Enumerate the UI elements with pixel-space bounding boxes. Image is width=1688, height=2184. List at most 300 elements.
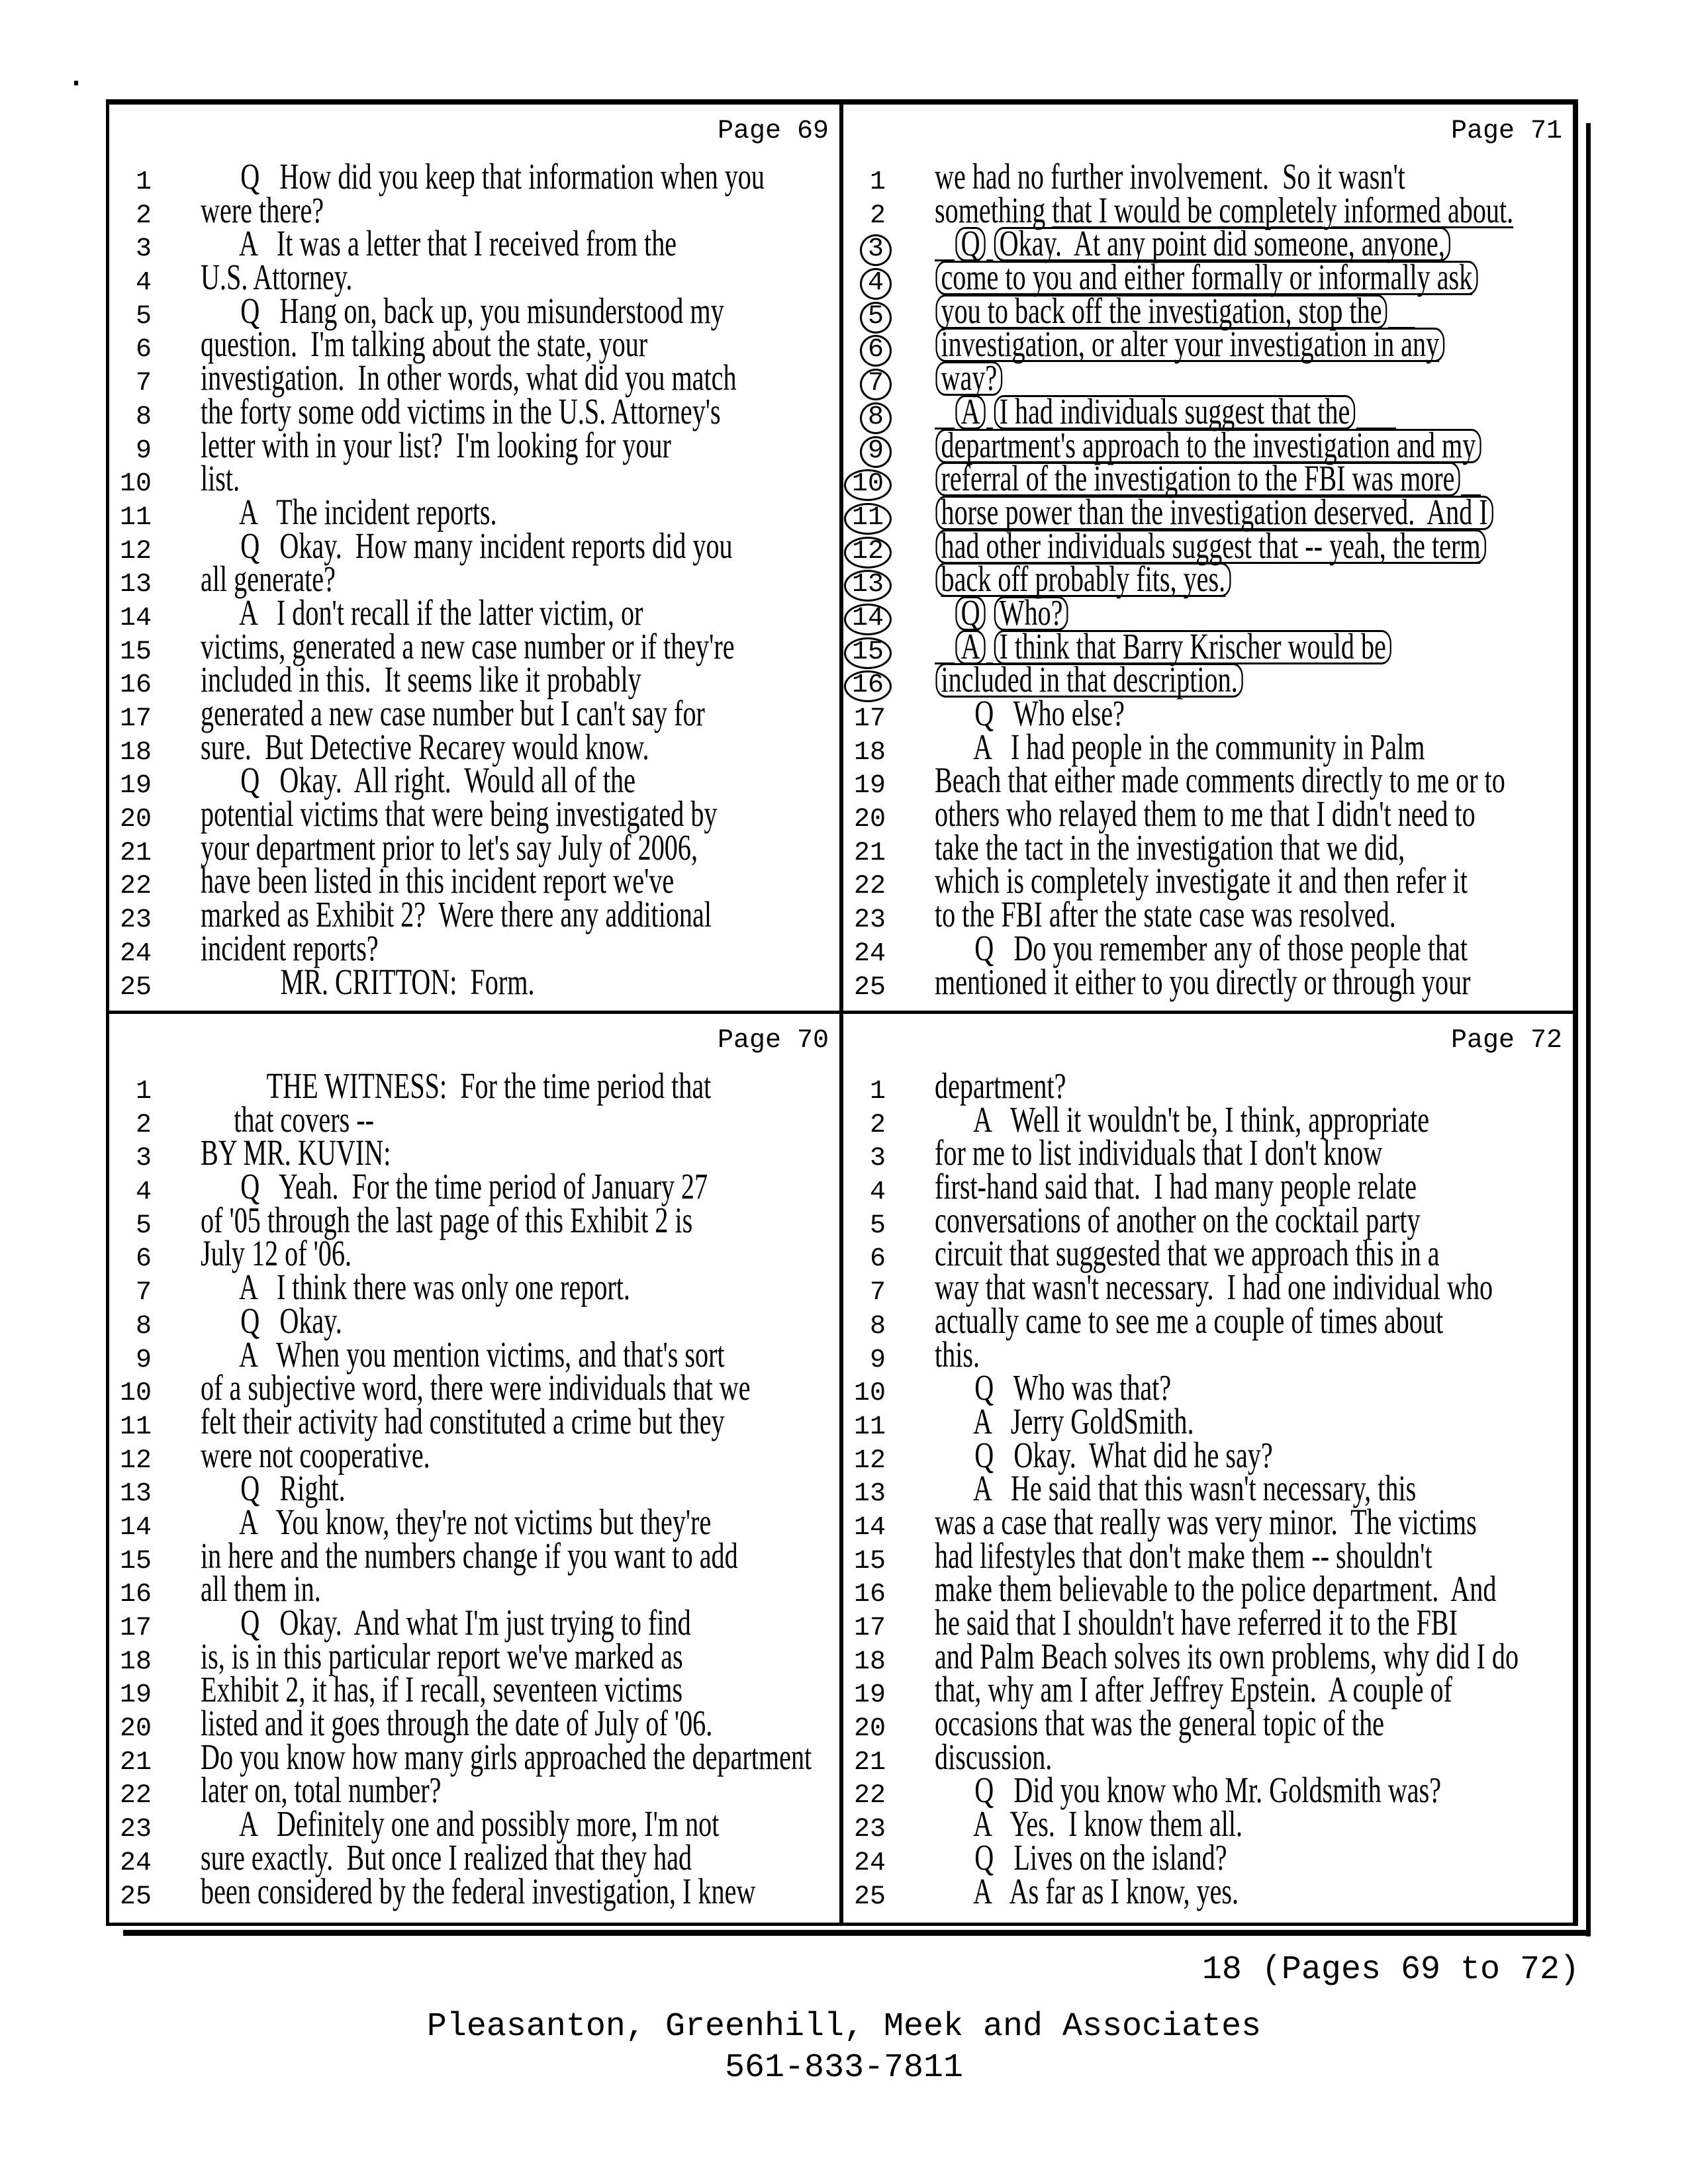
- line-number: [843, 1377, 886, 1411]
- line-text: of a subjective word, there were individuals that we: [201, 1367, 751, 1408]
- line-number-text: 8: [135, 1311, 152, 1342]
- line-number-text: 18: [119, 1647, 152, 1677]
- transcript-page-71: [843, 105, 1573, 1011]
- line-number-text: 3: [869, 1144, 886, 1174]
- line-number-text: 9: [135, 435, 152, 466]
- line-text: investig: [941, 324, 1025, 365]
- transcript-line: [843, 1703, 1573, 1745]
- line-number: [843, 570, 886, 602]
- transcript-frame: [106, 99, 1578, 1926]
- line-number: [109, 1142, 152, 1176]
- line-content: [201, 1870, 756, 1911]
- line-number: [109, 1847, 152, 1881]
- transcript-line: [109, 1132, 839, 1174]
- line-text: in here and the numbers change if you want to add: [201, 1535, 738, 1576]
- line-content: [935, 1300, 1444, 1341]
- line-number: [843, 302, 886, 334]
- line-content: [935, 1099, 1430, 1140]
- line-number-text: 8: [135, 402, 152, 432]
- line-text: way?: [941, 357, 998, 398]
- transcript-line: [109, 390, 839, 432]
- line-number: [109, 938, 152, 972]
- line-text: investigation. In other words, what did you match: [201, 357, 737, 398]
- transcript-line: [109, 1703, 839, 1745]
- line-number-text: 19: [119, 771, 152, 801]
- line-text: had other individuals suggest: [941, 525, 1258, 566]
- line-content: [201, 1132, 391, 1173]
- circled-line-number: 4: [860, 268, 892, 300]
- line-content: [201, 1199, 693, 1240]
- transcript-line: [843, 1233, 1573, 1275]
- line-content: [201, 1602, 691, 1643]
- transcript-line: [843, 894, 1573, 936]
- transcript-line: [109, 559, 839, 600]
- transcript-line: [843, 1066, 1573, 1107]
- line-number: [843, 1075, 886, 1109]
- line-number: [843, 604, 886, 635]
- line-number-text: 18: [119, 737, 152, 768]
- line-number: [109, 200, 152, 234]
- line-text: question. I'm talking about the state, your: [201, 324, 648, 365]
- line-number-text: 2: [135, 1110, 152, 1140]
- line-text: have been listed in this incident report we've: [201, 860, 675, 901]
- transcript-line: [109, 1400, 839, 1442]
- line-number: [843, 369, 886, 400]
- transcript-line: [843, 1199, 1573, 1241]
- line-content: [935, 1132, 1383, 1173]
- transcript-line: [109, 1669, 839, 1711]
- line-number: [109, 770, 152, 803]
- line-number: [843, 972, 886, 1005]
- line-number: [109, 1780, 152, 1813]
- line-text: was a case that really was very minor. The victims: [935, 1501, 1477, 1542]
- line-number-text: 5: [869, 1210, 886, 1241]
- line-number: [843, 234, 886, 266]
- line-number: [843, 1813, 886, 1847]
- line-number: [843, 1176, 886, 1210]
- line-number-text: 24: [853, 938, 886, 969]
- circled-line-number: 8: [860, 402, 892, 434]
- line-text: THE WITNESS: For the time period that: [201, 1066, 712, 1106]
- line-number-text: 22: [119, 872, 152, 902]
- line-text: generated a new case number but I can't say for: [201, 693, 705, 733]
- line-content: [935, 860, 1468, 901]
- line-number: [109, 1747, 152, 1780]
- line-number-text: 4: [135, 1177, 152, 1208]
- transcript-line: [109, 357, 839, 399]
- transcript-line: [843, 1367, 1573, 1409]
- transcript-line: [843, 1770, 1573, 1811]
- line-content: [201, 290, 724, 331]
- annotation-box: [935, 324, 1444, 365]
- line-text: we had no further involvement. So it wasn't: [935, 156, 1405, 197]
- line-number: [109, 1445, 152, 1479]
- line-content: [935, 827, 1405, 868]
- line-number-text: 7: [135, 1278, 152, 1308]
- line-number: [109, 870, 152, 904]
- line-number-text: 9: [869, 1345, 886, 1375]
- transcript-line: [843, 424, 1573, 466]
- line-content: [201, 1837, 692, 1878]
- transcript-line: [843, 357, 1573, 399]
- transcript-line: [109, 961, 839, 1003]
- line-text: A: [961, 390, 980, 432]
- line-number: [843, 469, 886, 501]
- circled-line-number: 12: [844, 537, 892, 569]
- transcript-line: [109, 1199, 839, 1241]
- line-number-text: 2: [869, 201, 886, 231]
- line-text: come to you and either formally or inform: [941, 257, 1391, 298]
- transcript-line: [843, 794, 1573, 835]
- line-text: your department prior to let's say July of 2006,: [201, 827, 698, 868]
- circled-line-number: 7: [860, 369, 892, 400]
- line-content: [935, 927, 1468, 968]
- transcript-line: [843, 189, 1573, 231]
- line-text: victims, generated a new case number or if they're: [201, 625, 735, 666]
- line-number: [109, 602, 152, 636]
- line-number-text: 20: [853, 805, 886, 835]
- line-number-text: 6: [135, 1244, 152, 1275]
- line-number-text: 6: [869, 1244, 886, 1275]
- line-content: [201, 625, 735, 666]
- line-number-text: 16: [119, 1580, 152, 1610]
- line-number: [109, 569, 152, 602]
- transcript-line: [109, 1066, 839, 1107]
- line-text: were not cooperative.: [201, 1434, 430, 1475]
- line-content: [935, 156, 1405, 197]
- line-number: [109, 1075, 152, 1109]
- line-content: [201, 760, 635, 801]
- transcript-line: [109, 894, 839, 936]
- line-number: [109, 300, 152, 334]
- line-content: [201, 1736, 812, 1777]
- transcript-line: [843, 693, 1573, 734]
- line-number-text: 25: [119, 1882, 152, 1912]
- line-number: [109, 502, 152, 535]
- line-content: [935, 1233, 1440, 1274]
- line-number-text: 6: [135, 335, 152, 365]
- transcript-line: [109, 827, 839, 868]
- transcript-page-70: [109, 1014, 839, 1923]
- line-content: [201, 189, 324, 230]
- line-text: Q Right.: [201, 1468, 346, 1509]
- transcript-line: [109, 1367, 839, 1409]
- line-number-text: 10: [119, 469, 152, 500]
- line-text: all them in.: [201, 1569, 321, 1610]
- line-text: conversations of another on the cocktail party: [935, 1199, 1421, 1240]
- line-number-text: 22: [853, 872, 886, 902]
- line-content: [201, 827, 698, 868]
- line-number-text: 12: [119, 1445, 152, 1476]
- line-content: [201, 458, 240, 499]
- line-number-text: 13: [853, 1479, 886, 1510]
- line-number: [843, 1310, 886, 1344]
- line-content: [935, 1066, 1066, 1106]
- line-text: U.S. Attorney.: [201, 257, 353, 298]
- line-text: A Definitely one and possibly more, I'm not: [201, 1803, 720, 1844]
- line-number-text: 11: [119, 1412, 152, 1442]
- transcript-line: [109, 794, 839, 835]
- line-content: [201, 1803, 720, 1844]
- line-text: first-hand said that. I had many people relate: [935, 1166, 1417, 1207]
- line-number: [843, 1881, 886, 1915]
- line-number-text: 24: [119, 1848, 152, 1878]
- line-number-text: 17: [853, 704, 886, 734]
- line-number-text: 17: [853, 1614, 886, 1643]
- line-number-text: 25: [853, 1882, 886, 1912]
- transcript-line: [109, 424, 839, 466]
- line-content: [201, 927, 379, 968]
- line-content: [201, 693, 705, 733]
- line-content: [201, 1166, 708, 1207]
- line-content: [201, 726, 649, 767]
- transcript-line: [843, 592, 1573, 633]
- line-number: [109, 233, 152, 267]
- line-text: A He said that this wasn't necessary, this: [935, 1468, 1417, 1509]
- line-number-text: 21: [853, 838, 886, 868]
- footer-phone-number: 561-833-7811: [724, 2049, 964, 2087]
- transcript-lines: [109, 1066, 839, 1912]
- line-text: A The incident reports.: [201, 491, 497, 532]
- line-number-text: 23: [119, 1815, 152, 1845]
- line-number-text: 24: [119, 938, 152, 969]
- line-number: [843, 503, 886, 535]
- line-text: letter with in your list? I'm looking for your: [201, 424, 671, 465]
- line-content: [935, 1602, 1458, 1643]
- line-number-text: 13: [119, 570, 152, 600]
- line-number-text: 1: [869, 1077, 886, 1107]
- transcript-line: [109, 760, 839, 801]
- transcript-line: [843, 860, 1573, 902]
- line-text: BY MR. KUVIN:: [201, 1132, 391, 1173]
- line-content: [935, 1166, 1417, 1207]
- line-number-text: 14: [119, 1512, 152, 1543]
- transcript-line: [109, 223, 839, 265]
- line-text: Who?: [999, 592, 1063, 633]
- transcript-line: [109, 1770, 839, 1811]
- line-text: July 12 of '06.: [201, 1233, 352, 1274]
- transcript-line: [843, 458, 1573, 500]
- line-number: [109, 904, 152, 938]
- line-number: [843, 870, 886, 904]
- line-number-text: 7: [869, 1278, 886, 1308]
- transcript-line: [843, 1569, 1573, 1610]
- line-text: of '05 through the last page of this Exhibit 2 is: [201, 1199, 693, 1240]
- transcript-line: [843, 1132, 1573, 1174]
- transcript-line: [109, 1803, 839, 1845]
- line-content: [935, 726, 1425, 767]
- line-text: department?: [935, 1066, 1066, 1106]
- transcript-line: [109, 257, 839, 298]
- line-number-text: 21: [119, 1747, 152, 1778]
- line-number-text: 22: [119, 1781, 152, 1811]
- line-number: [109, 1210, 152, 1244]
- line-content: [201, 1300, 342, 1341]
- line-content: [201, 1635, 683, 1676]
- transcript-line: [843, 390, 1573, 432]
- line-content: [935, 1267, 1493, 1308]
- line-number-text: 2: [869, 1110, 886, 1140]
- line-content: [935, 1334, 980, 1375]
- footer-court-reporter-firm: Pleasanton, Greenhill, Meek and Associates: [426, 2008, 1262, 2046]
- transcript-line: [843, 1669, 1573, 1711]
- transcript-line: [109, 1166, 839, 1208]
- line-number-text: 2: [135, 201, 152, 231]
- line-text: horse power than the investigation deserved. And I: [941, 491, 1488, 532]
- line-number: [109, 636, 152, 670]
- line-number-text: 1: [869, 167, 886, 197]
- line-number: [109, 267, 152, 300]
- line-number: [109, 166, 152, 200]
- line-content: [935, 1400, 1194, 1441]
- line-text: Q: [961, 592, 980, 633]
- line-number-text: 10: [853, 1379, 886, 1409]
- line-number-text: 16: [853, 1580, 886, 1610]
- line-number-text: 3: [135, 234, 152, 265]
- line-number-text: 12: [853, 1445, 886, 1476]
- line-number: [843, 670, 886, 702]
- line-number: [843, 1545, 886, 1579]
- line-number-text: 5: [135, 301, 152, 332]
- line-number: [109, 1277, 152, 1310]
- transcript-line: [109, 1535, 839, 1576]
- line-content: [201, 1233, 352, 1274]
- line-number-text: 18: [853, 737, 886, 768]
- transcript-line: [109, 625, 839, 667]
- line-number: [109, 1881, 152, 1915]
- line-text: referral of the investigation to the FBI was more: [941, 458, 1455, 499]
- line-content: [201, 1334, 725, 1375]
- line-content: [935, 1870, 1239, 1911]
- line-content: [201, 1669, 683, 1710]
- transcript-line: [109, 1233, 839, 1275]
- line-number: [843, 1411, 886, 1445]
- line-number-text: 25: [119, 972, 152, 1003]
- line-text: probably: [1028, 559, 1137, 600]
- line-number: [109, 1176, 152, 1210]
- line-text: [1177, 559, 1184, 599]
- line-number: [109, 1679, 152, 1713]
- transcript-line: [843, 760, 1573, 801]
- line-text: were there?: [201, 189, 324, 230]
- line-number: [109, 1478, 152, 1512]
- line-number-text: 22: [853, 1781, 886, 1811]
- line-number-text: 4: [869, 1177, 886, 1208]
- line-content: [935, 760, 1505, 801]
- line-number: [843, 938, 886, 972]
- underlined-text: that I would be completely informed about.: [1052, 189, 1514, 230]
- line-text: for me to list individuals that I don't know: [935, 1132, 1383, 1173]
- page-header: Page 71: [1450, 116, 1562, 146]
- frame-shadow-right: [1586, 123, 1591, 1936]
- line-content: [201, 1066, 712, 1106]
- line-content: [935, 1803, 1243, 1844]
- line-text: to the FBI after the state case was resolved.: [935, 894, 1396, 935]
- line-number: [843, 537, 886, 569]
- line-text: circuit that suggested that we approach this in a: [935, 1233, 1440, 1274]
- line-content: [201, 794, 718, 835]
- line-number: [843, 770, 886, 803]
- line-text: felt their activity had constituted a crime but they: [201, 1400, 725, 1441]
- line-number-text: 24: [853, 1848, 886, 1878]
- transcript-line: [109, 156, 839, 197]
- line-content: [935, 1770, 1442, 1811]
- line-number: [109, 435, 152, 469]
- transcript-line: [843, 961, 1573, 1003]
- line-text: Q Okay. All right. Would all of the: [201, 760, 635, 801]
- line-number: [843, 637, 886, 669]
- line-number-text: 19: [853, 771, 886, 801]
- line-number: [109, 837, 152, 871]
- transcript-lines: [843, 156, 1573, 1003]
- transcript-line: [843, 1870, 1573, 1912]
- line-text: A You know, they're not victims but they're: [201, 1501, 712, 1542]
- line-number: [109, 1646, 152, 1680]
- line-number: [843, 1344, 886, 1378]
- line-number-text: 15: [853, 1546, 886, 1576]
- transcript-line: [109, 189, 839, 231]
- line-number-text: 17: [119, 704, 152, 734]
- line-content: [935, 1468, 1417, 1509]
- line-text: Q: [961, 223, 980, 264]
- line-content: [935, 1535, 1432, 1576]
- line-text: Q Yeah. For the time period of January 27: [201, 1166, 708, 1207]
- line-content: [201, 223, 677, 264]
- line-number: [109, 737, 152, 770]
- line-text: something: [935, 189, 1053, 230]
- line-number-text: 23: [853, 1815, 886, 1845]
- line-content: [935, 794, 1476, 835]
- transcript-line: [843, 491, 1573, 533]
- transcript-line: [843, 726, 1573, 768]
- transcript-line: [109, 1334, 839, 1375]
- line-number: [843, 1109, 886, 1143]
- line-number-text: 14: [119, 603, 152, 633]
- scan-artifact-dot: [74, 81, 78, 85]
- line-text: later on, total number?: [201, 1770, 442, 1811]
- line-number: [109, 1411, 152, 1445]
- line-text: A Jerry GoldSmith.: [935, 1400, 1194, 1441]
- footer-page-range: 18 (Pages 69 to 72): [1201, 1951, 1579, 1989]
- line-text: Beach that either made comments directly to me or to: [935, 760, 1505, 801]
- line-text: I think that Barry Krischer would be: [999, 625, 1386, 666]
- line-content: [201, 156, 765, 197]
- line-text: Okay. At any point did someone, anyone,: [999, 223, 1445, 264]
- line-content: [201, 390, 721, 432]
- line-content: [201, 659, 641, 700]
- line-content: [935, 189, 1514, 230]
- circled-line-number: 13: [844, 570, 892, 602]
- line-content: [201, 525, 733, 566]
- line-text: A Well it wouldn't be, I think, appropriate: [935, 1099, 1430, 1140]
- line-text: A I don't recall if the latter victim, or: [201, 592, 643, 633]
- line-number-text: 1: [135, 1077, 152, 1107]
- line-number: [109, 1109, 152, 1143]
- line-number-text: 20: [853, 1714, 886, 1745]
- line-text: all generate?: [201, 559, 336, 600]
- line-text: Q Okay.: [201, 1300, 342, 1341]
- line-text: he said that I shouldn't have referred it to the FBI: [935, 1602, 1458, 1643]
- line-text: this.: [935, 1334, 980, 1375]
- line-number: [109, 803, 152, 837]
- line-text: Q Lives on the island?: [935, 1837, 1227, 1878]
- line-number: [843, 1780, 886, 1813]
- line-text: is, is in this particular report we've marked as: [201, 1635, 683, 1676]
- circled-line-number: 15: [844, 637, 892, 669]
- line-number-text: 20: [119, 805, 152, 835]
- circled-line-number: 10: [844, 469, 892, 501]
- line-number-text: 21: [119, 838, 152, 868]
